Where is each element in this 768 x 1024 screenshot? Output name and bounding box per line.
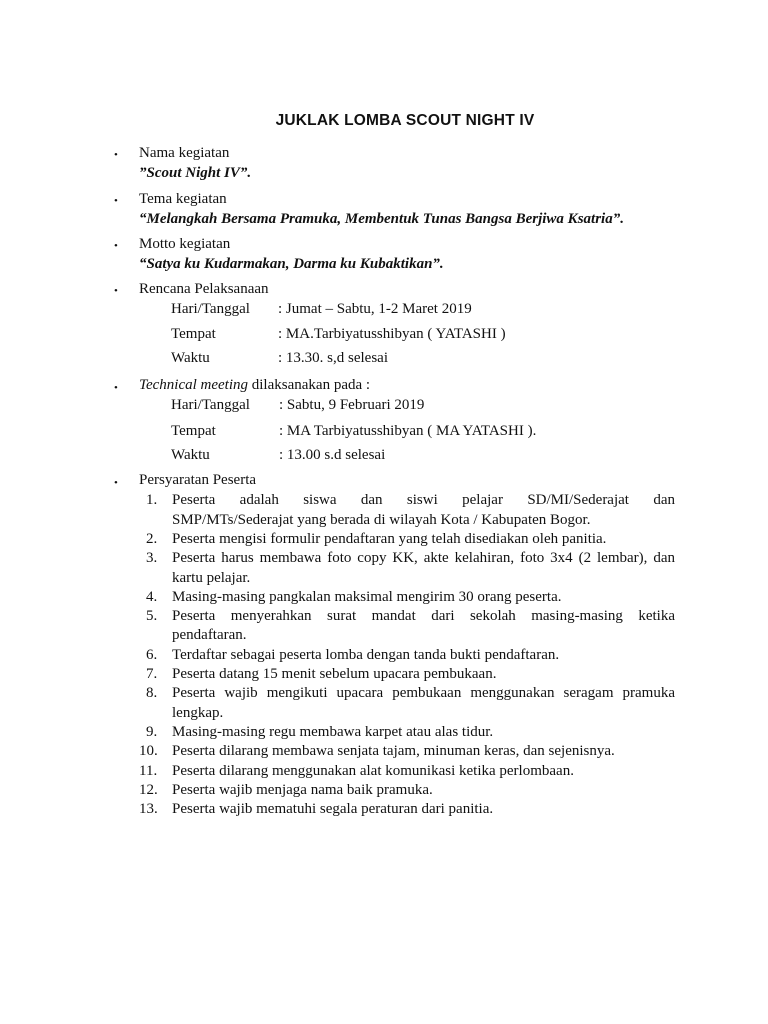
bullet-icon: • bbox=[114, 240, 118, 252]
technical-meeting-italic: Technical meeting bbox=[139, 377, 249, 393]
list-item: Peserta adalah siswa dan siswi pelajar SD/MI/Sederajat dan bbox=[172, 492, 675, 508]
list-item-number: 7. bbox=[146, 666, 158, 682]
technical-meeting-rest: dilaksanakan pada : bbox=[248, 377, 371, 393]
list-item: kartu pelajar. bbox=[172, 570, 251, 586]
technical-hari-value: : Sabtu, 9 Februari 2019 bbox=[279, 397, 425, 413]
list-item: Peserta wajib menjaga nama baik pramuka. bbox=[172, 782, 433, 798]
section-tema-label: Tema kegiatan bbox=[139, 191, 227, 207]
rencana-hari-value: : Jumat – Sabtu, 1-2 Maret 2019 bbox=[278, 301, 472, 317]
section-motto-label: Motto kegiatan bbox=[139, 236, 231, 252]
list-item: Peserta menyerahkan surat mandat dari sekolah masing-masing ketika bbox=[172, 608, 675, 624]
technical-tempat-label: Tempat bbox=[171, 423, 216, 439]
list-item: Masing-masing regu membawa karpet atau alas tidur. bbox=[172, 724, 494, 740]
rencana-hari-label: Hari/Tanggal bbox=[171, 301, 250, 317]
list-item-number: 11. bbox=[139, 763, 158, 779]
bullet-icon: • bbox=[114, 285, 118, 297]
list-item-number: 12. bbox=[139, 782, 158, 798]
rencana-waktu-label: Waktu bbox=[171, 350, 210, 366]
list-item: pendaftaran. bbox=[172, 627, 247, 643]
section-rencana-label: Rencana Pelaksanaan bbox=[139, 281, 269, 297]
section-persyaratan-label: Persyaratan Peserta bbox=[139, 472, 257, 488]
list-item: Peserta mengisi formulir pendaftaran yang telah disediakan oleh panitia. bbox=[172, 531, 607, 547]
list-item-number: 3. bbox=[146, 550, 158, 566]
list-item-number: 2. bbox=[146, 531, 158, 547]
bullet-icon: • bbox=[114, 477, 118, 489]
list-item: lengkap. bbox=[172, 705, 224, 721]
list-item-number: 8. bbox=[146, 685, 158, 701]
technical-waktu-value: : 13.00 s.d selesai bbox=[279, 447, 386, 463]
rencana-tempat-label: Tempat bbox=[171, 326, 216, 342]
list-item: Peserta dilarang menggunakan alat komunikasi ketika perlombaan. bbox=[172, 763, 574, 779]
list-item: Peserta wajib mengikuti upacara pembukaan menggunakan seragam pramuka bbox=[172, 685, 675, 701]
list-item-number: 5. bbox=[146, 608, 158, 624]
list-item-number: 9. bbox=[146, 724, 158, 740]
section-nama-value: ”Scout Night IV”. bbox=[139, 165, 252, 181]
list-item: Peserta datang 15 menit sebelum upacara pembukaan. bbox=[172, 666, 497, 682]
bullet-icon: • bbox=[114, 382, 118, 394]
list-item-number: 6. bbox=[146, 647, 158, 663]
section-tema-value: “Melangkah Bersama Pramuka, Membentuk Tunas Bangsa Berjiwa Ksatria”. bbox=[139, 211, 624, 227]
list-item-number: 13. bbox=[139, 801, 158, 817]
list-item-number: 1. bbox=[146, 492, 158, 508]
section-nama-label: Nama kegiatan bbox=[139, 145, 230, 161]
document-title: JUKLAK LOMBA SCOUT NIGHT IV bbox=[275, 112, 535, 129]
technical-hari-label: Hari/Tanggal bbox=[171, 397, 250, 413]
bullet-icon: • bbox=[114, 195, 118, 207]
technical-tempat-value: : MA Tarbiyatusshibyan ( MA YATASHI ). bbox=[279, 423, 537, 439]
list-item: Terdaftar sebagai peserta lomba dengan tanda bukti pendaftaran. bbox=[172, 647, 560, 663]
list-item: Peserta harus membawa foto copy KK, akte kelahiran, foto 3x4 (2 lembar), dan bbox=[172, 550, 675, 566]
list-item-number: 10. bbox=[139, 743, 158, 759]
technical-waktu-label: Waktu bbox=[171, 447, 210, 463]
list-item: SMP/MTs/Sederajat yang berada di wilayah Kota / Kabupaten Bogor. bbox=[172, 512, 591, 528]
list-item: Peserta wajib mematuhi segala peraturan dari panitia. bbox=[172, 801, 494, 817]
rencana-tempat-value: : MA.Tarbiyatusshibyan ( YATASHI ) bbox=[278, 326, 506, 342]
list-item: Masing-masing pangkalan maksimal mengirim 30 orang peserta. bbox=[172, 589, 562, 605]
list-item-number: 4. bbox=[146, 589, 158, 605]
bullet-icon: • bbox=[114, 149, 118, 161]
rencana-waktu-value: : 13.30. s,d selesai bbox=[278, 350, 388, 366]
list-item: Peserta dilarang membawa senjata tajam, minuman keras, dan sejenisnya. bbox=[172, 743, 615, 759]
section-motto-value: “Satya ku Kudarmakan, Darma ku Kubaktikan”. bbox=[139, 256, 444, 272]
section-technical-label bbox=[139, 377, 370, 394]
